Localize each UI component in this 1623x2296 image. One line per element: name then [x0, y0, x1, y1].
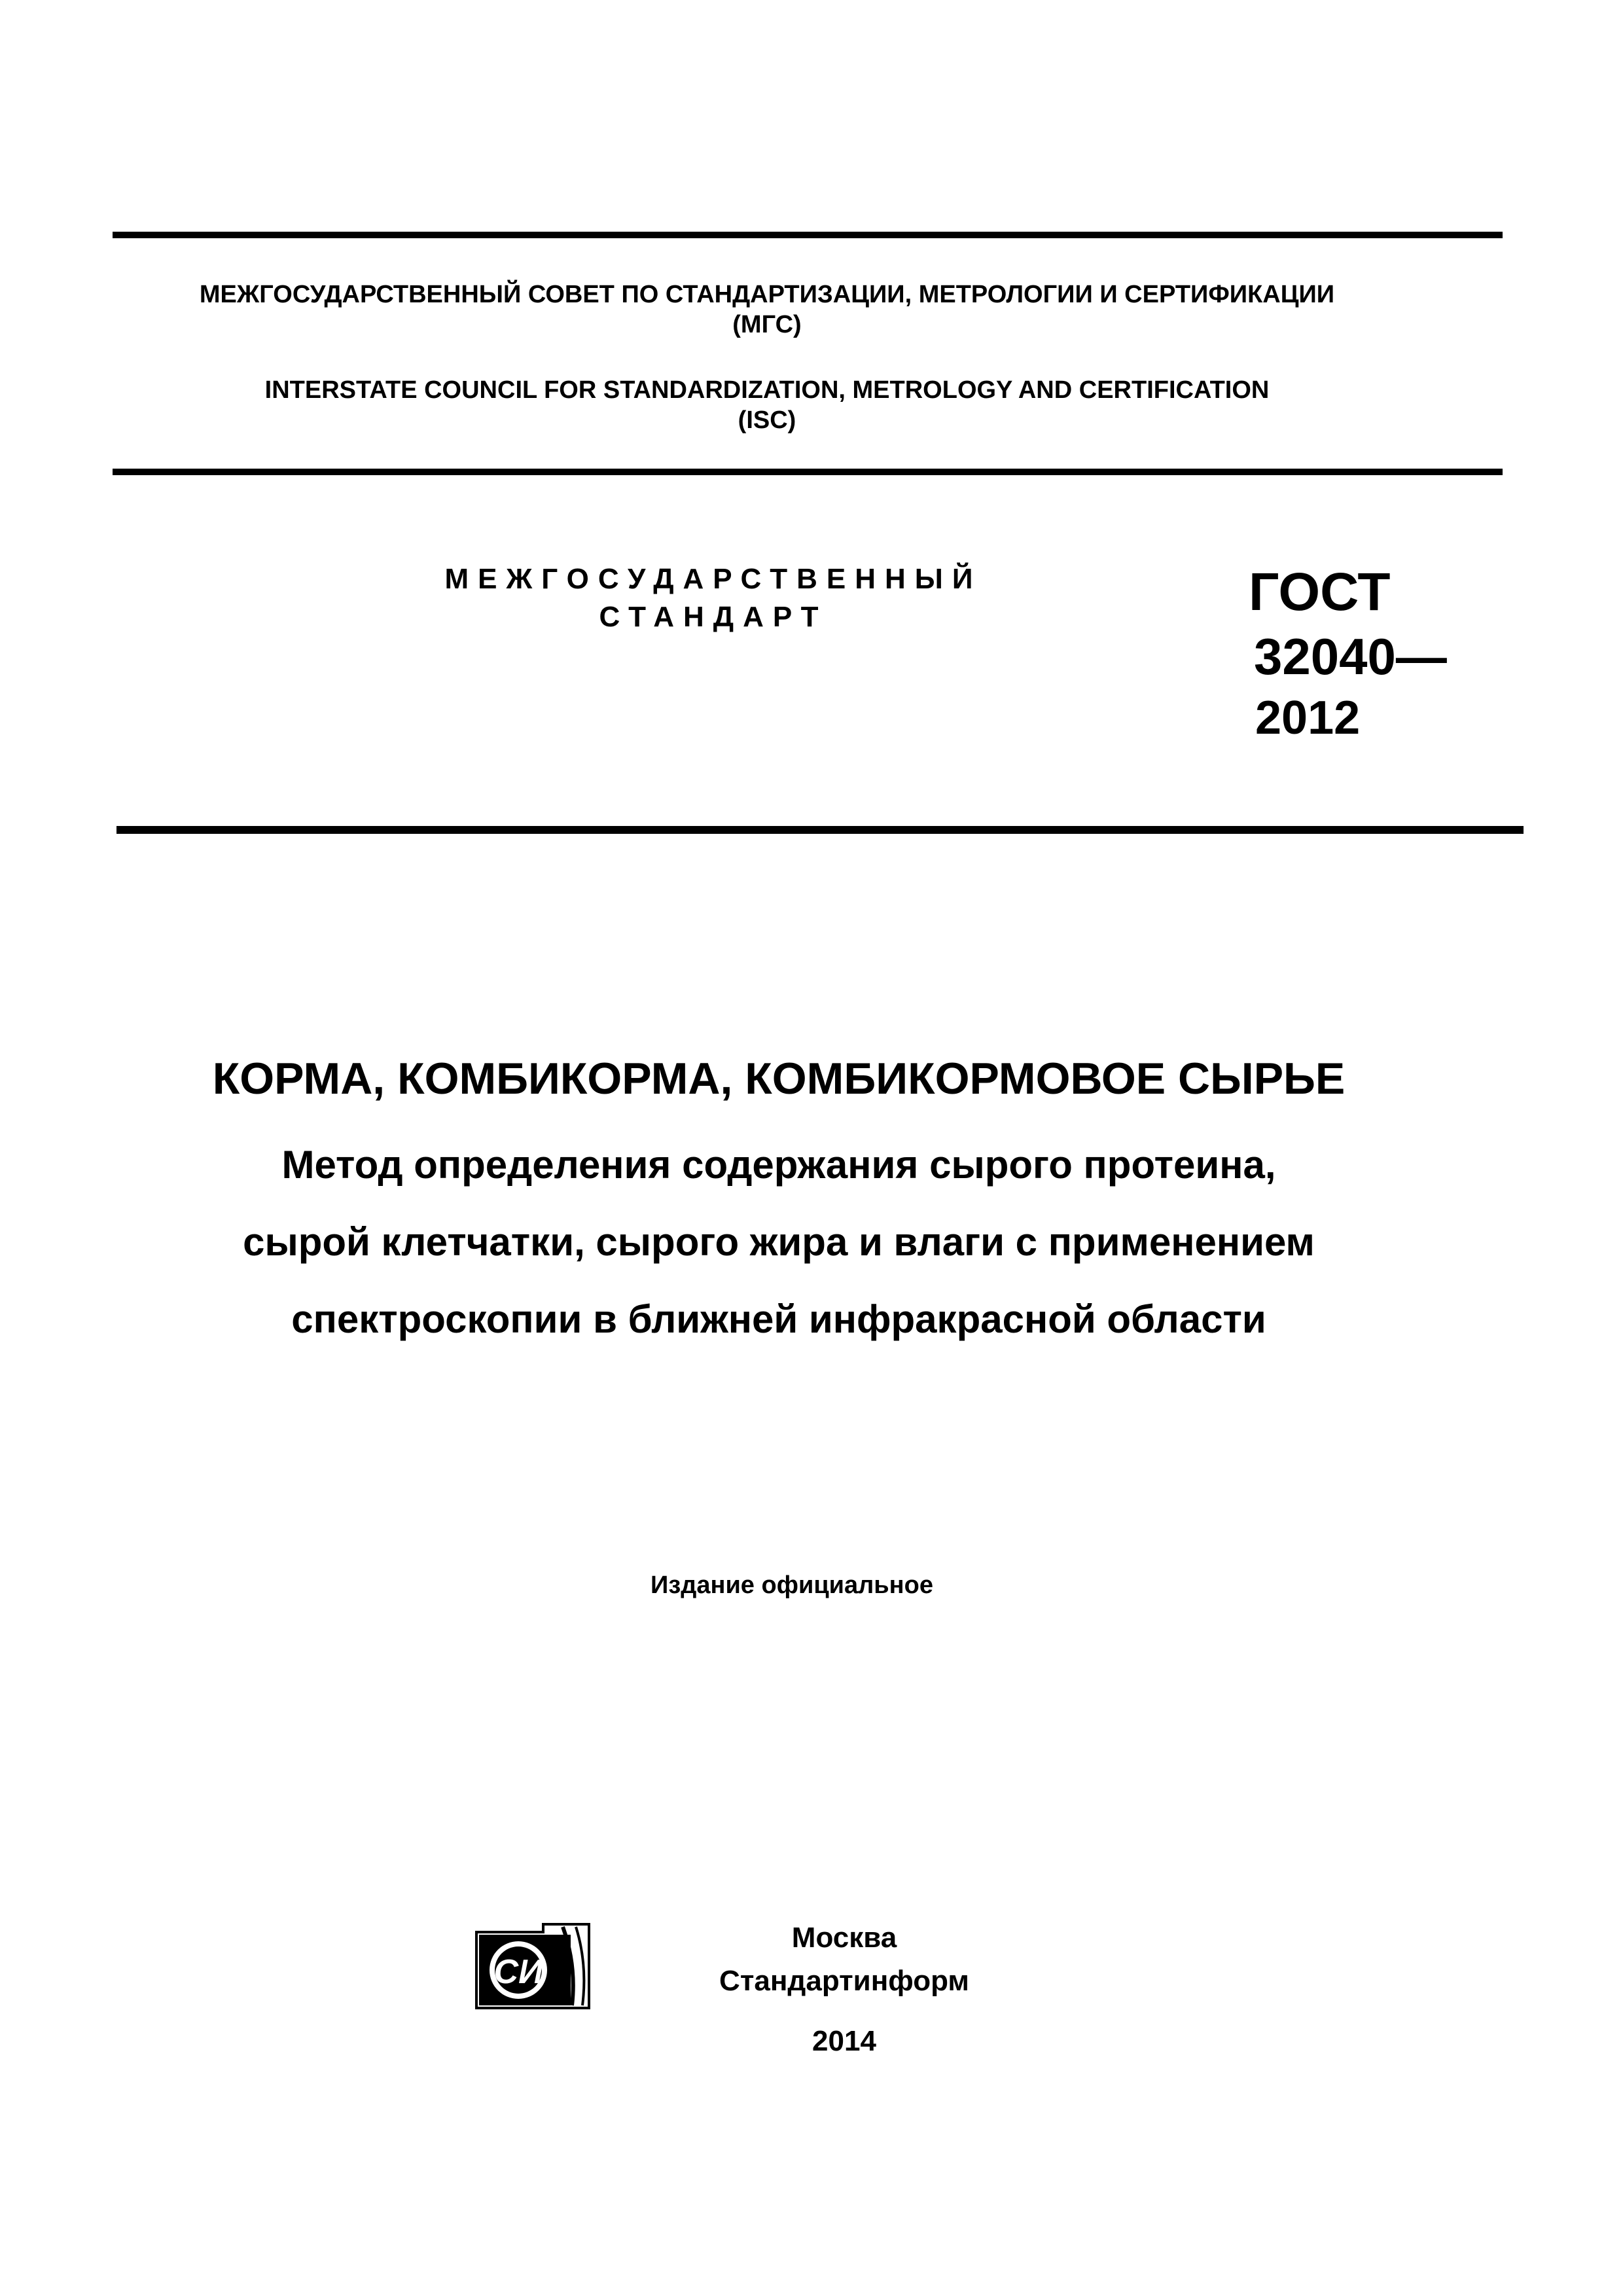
- document-subtitle-line2: сырой клетчатки, сырого жира и влаги с применением: [243, 1220, 1315, 1264]
- publication-year: 2014: [812, 2025, 876, 2057]
- standartinform-logo: [465, 1919, 596, 2017]
- standard-type-line1: МЕЖГОСУДАРСТВЕННЫЙ: [444, 563, 982, 595]
- council-ru-line1: МЕЖГОСУДАРСТВЕННЫЙ СОВЕТ ПО СТАНДАРТИЗАЦИИ, МЕТРОЛОГИИ И СЕРТИФИКАЦИИ: [199, 281, 1335, 308]
- publisher-name: Стандартинформ: [719, 1965, 969, 1997]
- document-subtitle-line3: спектроскопии в ближней инфракрасной области: [291, 1297, 1266, 1341]
- document-subtitle-line1: Метод определения содержания сырого протеина,: [281, 1143, 1276, 1187]
- publisher-city: Москва: [791, 1922, 897, 1954]
- council-en-line1: INTERSTATE COUNCIL FOR STANDARDIZATION, METROLOGY AND CERTIFICATION: [264, 376, 1270, 404]
- standard-type-line2: СТАНДАРТ: [599, 601, 828, 633]
- top-rule: [113, 232, 1503, 238]
- gost-number: 32040—: [1254, 628, 1447, 685]
- gost-label: ГОСТ: [1249, 562, 1391, 622]
- council-en-line2: (ISC): [738, 406, 796, 434]
- edition-label: Издание официальное: [651, 1571, 933, 1599]
- council-rule: [113, 469, 1503, 475]
- gost-year: 2012: [1255, 692, 1361, 744]
- svg-text:СИ: СИ: [493, 1953, 543, 1991]
- council-ru-line2: (МГС): [732, 311, 802, 338]
- document-title: КОРМА, КОМБИКОРМА, КОМБИКОРМОВОЕ СЫРЬЕ: [212, 1054, 1346, 1103]
- header-rule: [116, 826, 1524, 834]
